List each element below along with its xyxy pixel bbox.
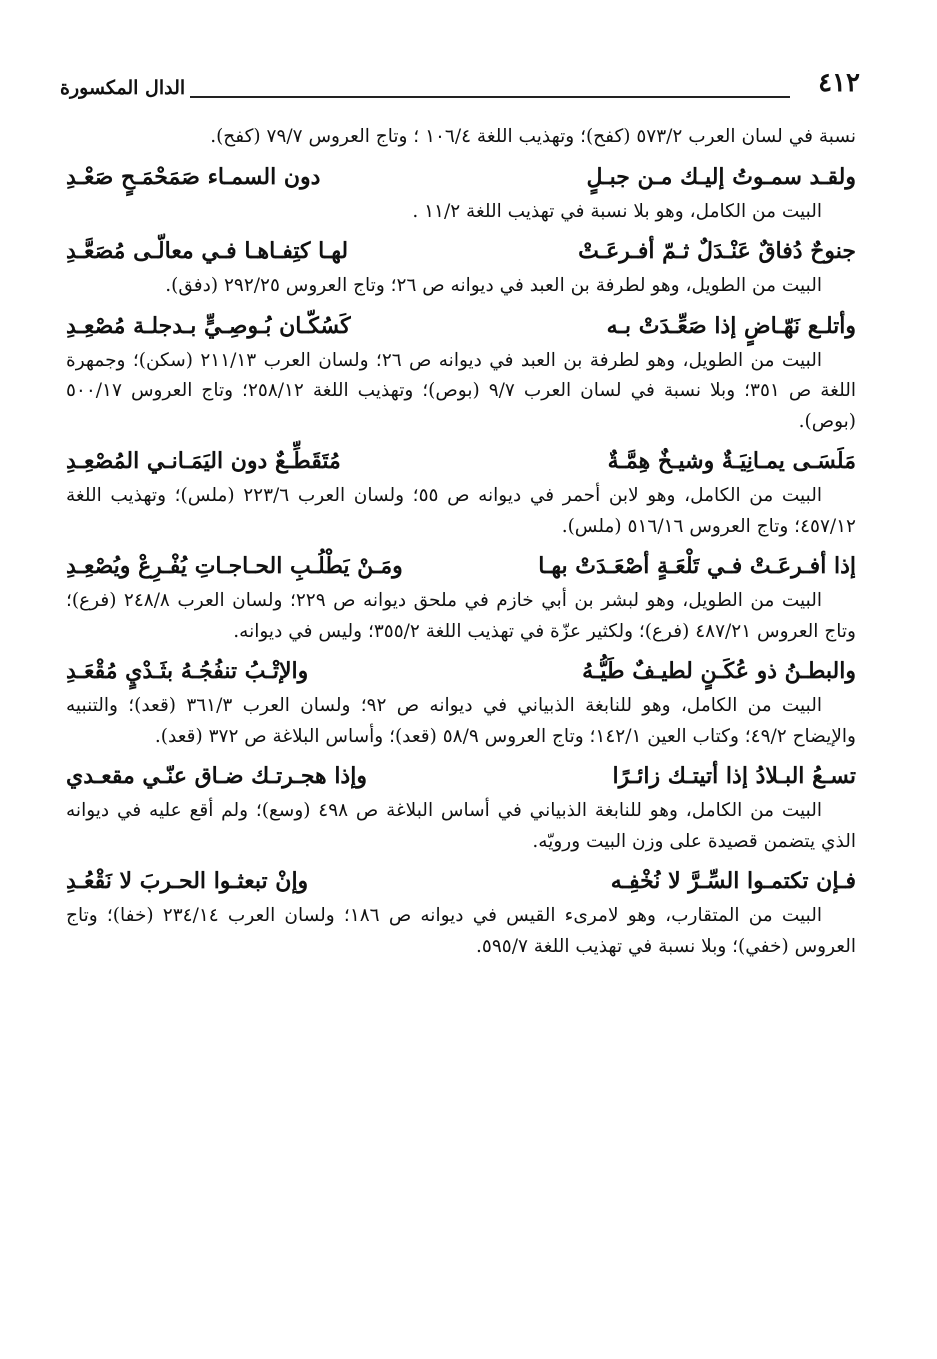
verse-second-hemistich: كَسُكّـان بُـوصِـيٍّ بـدجلـة مُصْعِـدِ: [66, 312, 351, 339]
verse-second-hemistich: لهـا كتِفـاهـا فـي معالّـى مُصَعَّـدِ: [66, 238, 349, 264]
header-rule: [190, 96, 790, 98]
verse-note: البيت من الطويل، وهو لطرفة بن العبد في ديوانه ص ٢٦؛ وتاج العروس ٢٩٢/٢٥ (دفق).: [165, 275, 822, 296]
verse-second-hemistich: ومَـنْ يَطْلُـبِ الحـاجـاتِ يُفْـرِعْ ويُصْعِـدِ: [66, 553, 403, 579]
verse-entry: [66, 863, 856, 962]
verse-entry: [66, 233, 856, 302]
verse-first-hemistich: جنوحٌ دُفاقٌ عَنْـدَلٌ ثـمّ أفـرعَـتْ: [578, 238, 856, 264]
verse-first-hemistich: والبطـنُ ذو عُكَـنٍ لطيـفٌ طَيُّـهُ: [582, 658, 856, 684]
opening-note: نسبة في لسان العرب ٥٧٣/٢ (كفح)؛ وتهذيب اللغة ١٠٦/٤ ؛ وتاج العروس ٧٩/٧ (كفح).: [210, 126, 856, 147]
verse-entry: [66, 308, 856, 438]
verse-second-hemistich: مُتَقَطِّـعٌ دون اليَمَـانـي المُصْعِـدِ: [66, 448, 341, 474]
verse-line: [66, 308, 856, 344]
verse-first-hemistich: مَلَسَـى يمـانِيَـةٌ وشيـخٌ هِمَّـةٌ: [607, 448, 856, 474]
verse-entry: [66, 548, 856, 647]
verse-first-hemistich: ولقـد سمـوتُ إليـك مـن جبـلٍ: [586, 163, 856, 190]
verse-first-hemistich: وأتلـع نَهّـاضٍ إذا صَعِّـدَتْ بـه: [606, 312, 856, 339]
verse-entry: [66, 159, 856, 228]
running-title: الدال المكسورة: [60, 77, 186, 99]
verse-note: البيت من الكامل، وهو للنابغة الذبياني في أساس البلاغة ص ٤٩٨ (وسع)؛ ولم أقع عليه في ديوانه الذي يتضمن قصيدة على وزن البيت ورويّه.: [66, 800, 856, 852]
verse-line: [66, 443, 856, 479]
verse-note: البيت من المتقارب، وهو لامرىء القيس في ديوانه ص ١٨٦؛ ولسان العرب ٢٣٤/١٤ (خفا)؛ وتاج العروس (خفي)؛ وبلا نسبة في تهذيب اللغة ٥٩٥/٧.: [66, 905, 856, 957]
verse-entry: [66, 758, 856, 857]
page-number: ٤١٢: [818, 68, 860, 98]
verse-second-hemistich: والإتْـبُ تنفُجُـهُ بثَـدْيٍ مُقْعَـدِ: [66, 658, 309, 684]
verse-note: البيت من الكامل، وهو للنابغة الذبياني في ديوانه ص ٩٢؛ ولسان العرب ٣٦١/٣ (قعد)؛ والتنبيه والإيضاح ٤٩/٢؛ وكتاب العين ١٤٢/١؛ وتاج العروس ٥٨/٩ (قعد)؛ وأساس البلاغة ص ٣٧٢ (قعد).: [66, 695, 856, 747]
verse-second-hemistich: دون السمـاء صَمَحْمَـحٍ صَعْـدِ: [66, 163, 321, 190]
verse-first-hemistich: تسـعُ البـلادُ إذا أتيتـك زائـرًا: [612, 763, 856, 789]
page-header: [60, 66, 860, 106]
verse-line: [66, 548, 856, 584]
verse-second-hemistich: وإنْ تبعثـوا الحـربَ لا نَقْعُـدِ: [66, 868, 309, 894]
verse-line: [66, 233, 856, 269]
verse-line: [66, 159, 856, 195]
verse-note: البيت من الكامل، وهو لابن أحمر في ديوانه ص ٥٥؛ ولسان العرب ٢٢٣/٦ (ملس)؛ وتهذيب اللغة ٤٥٧/١٢؛ وتاج العروس ٥١٦/١٦ (ملس).: [66, 485, 856, 537]
verse-second-hemistich: وإذا هجـرتـك ضـاق عنّـي مقعـدي: [66, 763, 367, 789]
verse-note: البيت من الكامل، وهو بلا نسبة في تهذيب اللغة ١١/٢ .: [412, 200, 822, 222]
verse-line: [66, 863, 856, 899]
verse-entry: [66, 653, 856, 752]
verse-first-hemistich: إذا أفـرعَـتْ فـي تَلْعَـةٍ أصْعَـدَتْ بهـا: [538, 553, 856, 579]
verse-first-hemistich: فـإن تكتمـوا السِّـرَّ لا نُخْفِـه: [610, 868, 856, 894]
verse-entry: [66, 443, 856, 542]
verse-line: [66, 758, 856, 794]
verse-line: [66, 653, 856, 689]
page-body: [66, 122, 856, 962]
verse-note: البيت من الطويل، وهو لطرفة بن العبد في ديوانه ص ٢٦؛ ولسان العرب ٢١١/١٣ (سكن)؛ وجمهرة اللغة ص ٣٥١؛ وبلا نسبة في لسان العرب ٩/٧ (بوص)؛ وتهذيب اللغة ٢٥٨/١٢؛ وتاج العروس ٥٠٠/١٧ (بوص).: [66, 349, 857, 432]
verse-note: البيت من الطويل، وهو لبشر بن أبي خازم في ملحق ديوانه ص ٢٢٩؛ ولسان العرب ٢٤٨/٨ (فرع)؛ وتاج العروس ٤٨٧/٢١ (فرع)؛ ولكثير عزّة في تهذيب اللغة ٣٥٥/٢؛ وليس في ديوانه.: [66, 590, 856, 642]
